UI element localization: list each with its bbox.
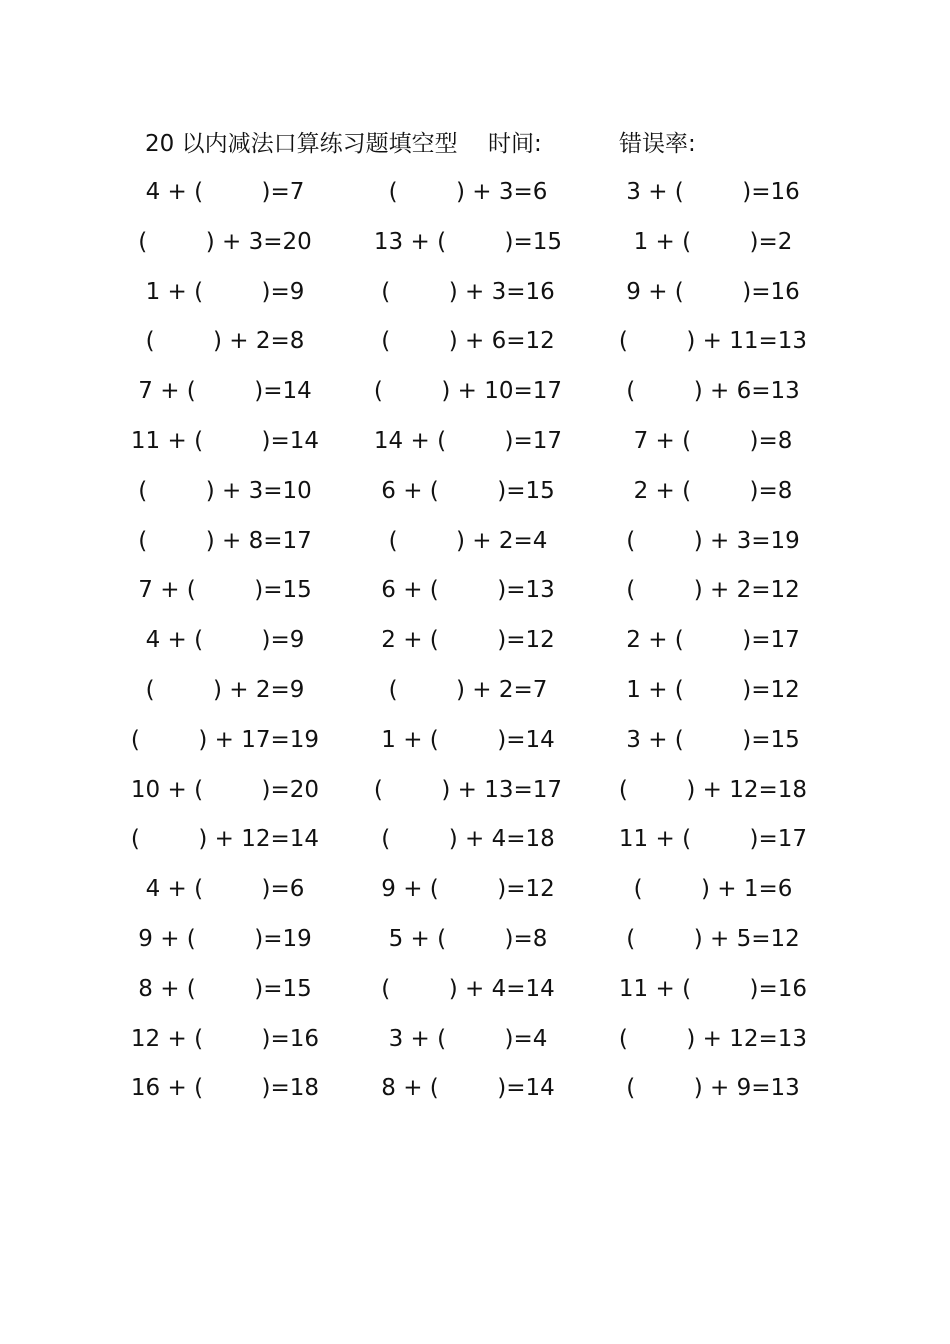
problem: ( ) + 17=19 <box>130 726 320 753</box>
problem: 3 + ( )=16 <box>626 179 800 205</box>
problem: ( ) + 2=4 <box>388 527 548 554</box>
problem: 12 + ( )=16 <box>130 1025 320 1052</box>
problem: 3 + ( )=4 <box>388 1025 548 1052</box>
problem: 11 + ( )=14 <box>130 427 320 454</box>
problem: ( ) + 1=6 <box>633 876 793 903</box>
problem: 7 + ( )=14 <box>138 378 312 405</box>
problem: 3 + ( )=15 <box>626 726 800 753</box>
problem-row <box>0 172 950 222</box>
problem: 9 + ( )=12 <box>381 876 555 903</box>
problem: 2 + ( )=8 <box>633 477 793 504</box>
problem-row <box>0 272 950 322</box>
problem: 4 + ( )=6 <box>145 876 305 903</box>
problem-row <box>0 222 950 272</box>
problem: 1 + ( )=14 <box>381 726 555 753</box>
problem-row <box>0 371 950 421</box>
problem: ( ) + 3=10 <box>138 477 312 504</box>
problem-row <box>0 720 950 770</box>
problem-row <box>0 670 950 720</box>
problem-row <box>0 819 950 869</box>
problem: ( ) + 3=19 <box>626 527 800 554</box>
problem: ( ) + 6=12 <box>381 328 555 355</box>
problem: 6 + ( )=13 <box>381 577 555 604</box>
problem: 7 + ( )=15 <box>138 577 312 604</box>
problem: ( ) + 10=17 <box>373 378 563 405</box>
problem: ( ) + 5=12 <box>626 925 800 952</box>
worksheet-title: 20 以内减法口算练习题填空型 <box>145 131 458 157</box>
problem: 9 + ( )=19 <box>138 925 312 952</box>
problem: 2 + ( )=17 <box>626 627 800 654</box>
problem: 1 + ( )=9 <box>145 278 305 305</box>
problem-row <box>0 620 950 670</box>
problem: ( ) + 9=13 <box>626 1075 800 1102</box>
problem: ( ) + 3=20 <box>138 228 312 255</box>
problem: ( ) + 8=17 <box>138 527 312 554</box>
problem: 9 + ( )=16 <box>626 278 800 305</box>
problem-row <box>0 421 950 471</box>
problem: ( ) + 2=7 <box>388 676 548 703</box>
problem-row <box>0 471 950 521</box>
problem: 13 + ( )=15 <box>373 228 563 255</box>
problem: 8 + ( )=14 <box>381 1075 555 1102</box>
problem: 1 + ( )=12 <box>626 676 800 703</box>
problem: 7 + ( )=8 <box>633 427 793 454</box>
problem: ( ) + 12=13 <box>618 1025 808 1052</box>
problem: 16 + ( )=18 <box>130 1075 320 1102</box>
problem: ( ) + 2=8 <box>145 328 305 355</box>
problem: ( ) + 2=9 <box>145 676 305 703</box>
problem: ( ) + 4=18 <box>381 826 555 853</box>
problem-row <box>0 969 950 1019</box>
problem: ( ) + 3=16 <box>381 278 555 305</box>
problem: 11 + ( )=16 <box>618 975 808 1002</box>
problem: 11 + ( )=17 <box>618 826 808 853</box>
problem: 4 + ( )=7 <box>145 179 305 205</box>
error-rate-label: 错误率: <box>619 131 696 157</box>
problem-row <box>0 869 950 919</box>
problem: ( ) + 13=17 <box>373 776 563 803</box>
problem: 8 + ( )=15 <box>138 975 312 1002</box>
problem-row <box>0 570 950 620</box>
problem: 10 + ( )=20 <box>130 776 320 803</box>
problem: 14 + ( )=17 <box>373 427 563 454</box>
problem-row <box>0 521 950 571</box>
time-label: 时间: <box>488 131 542 157</box>
problem: ( ) + 6=13 <box>626 378 800 405</box>
problem-row <box>0 919 950 969</box>
problem-row <box>0 1068 950 1118</box>
problem: 4 + ( )=9 <box>145 627 305 654</box>
problem-grid <box>0 172 950 1118</box>
problem: ( ) + 2=12 <box>626 577 800 604</box>
problem: ( ) + 12=18 <box>618 776 808 803</box>
problem: ( ) + 4=14 <box>381 975 555 1002</box>
problem: ( ) + 11=13 <box>618 328 808 355</box>
problem: 5 + ( )=8 <box>388 925 548 952</box>
problem-row <box>0 770 950 820</box>
problem: 2 + ( )=12 <box>381 627 555 654</box>
problem-row <box>0 1019 950 1069</box>
problem: 6 + ( )=15 <box>381 477 555 504</box>
problem: ( ) + 12=14 <box>130 826 320 853</box>
problem: ( ) + 3=6 <box>388 179 548 205</box>
problem: 1 + ( )=2 <box>633 228 793 255</box>
problem-row <box>0 321 950 371</box>
